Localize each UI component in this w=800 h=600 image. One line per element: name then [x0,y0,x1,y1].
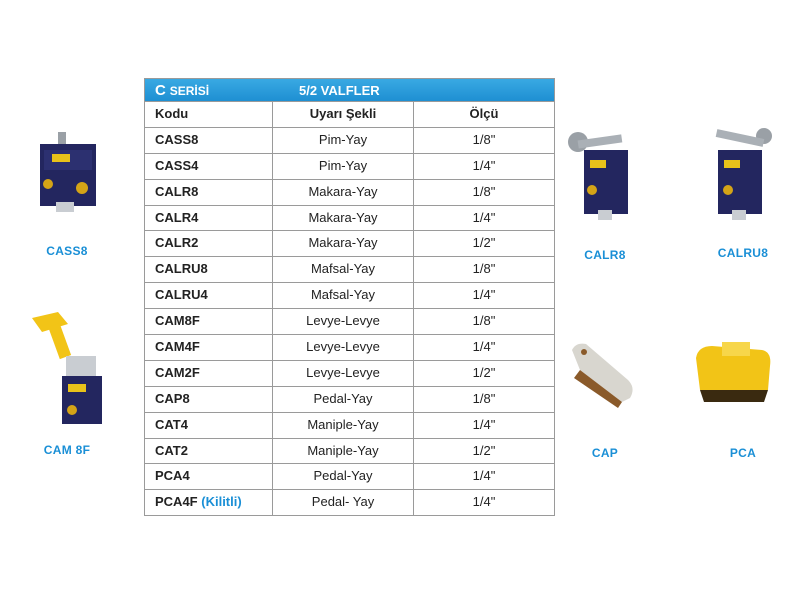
column-header-olcu: Ölçü [469,106,499,121]
cell-uyari: Makara-Yay [273,180,414,205]
table-title: 5/2 VALFLER [299,83,380,98]
cell-uyari: Pedal-Yay [273,464,414,489]
cell-uyari: Makara-Yay [273,206,414,231]
cell-olcu: 1/4" [472,157,496,173]
cell-uyari: Mafsal-Yay [273,257,414,282]
cell-uyari: Pedal-Yay [273,387,414,412]
cell-olcu: 1/8" [472,390,496,406]
cell-uyari: Levye-Levye [273,335,414,360]
cell-uyari: Pedal- Yay [273,490,414,515]
calru8-valve-image [706,126,782,224]
cell-olcu: 1/8" [472,183,496,199]
series-label: C SERİSİ [155,82,210,99]
table-row [145,205,554,231]
table-row [145,153,554,179]
table-row [145,438,554,464]
cell-kodu: CAM2F [145,361,273,386]
table-row [145,230,554,256]
cell-olcu: 1/8" [472,131,496,147]
cell-uyari: Pim-Yay [273,128,414,153]
table-row [145,127,554,153]
calru8-caption: CALRU8 [717,246,769,260]
cell-olcu: 1/8" [472,261,496,277]
cell-olcu: 1/2" [472,442,496,458]
cell-uyari: Makara-Yay [273,231,414,256]
cell-kodu: CALR8 [145,180,273,205]
cell-olcu: 1/4" [472,468,496,484]
cell-kodu: CALR4 [145,206,273,231]
cap-pedal-image [566,340,642,410]
pca-caption: PCA [729,446,757,460]
table-row [145,360,554,386]
calr8-caption: CALR8 [584,248,626,262]
table-title-bar [145,79,554,101]
cell-olcu: 1/4" [472,494,496,510]
column-header-uyari: Uyarı Şekli [273,102,414,127]
cell-kodu: CAM4F [145,335,273,360]
cass8-caption: CASS8 [46,244,88,258]
cell-kodu: CASS4 [145,154,273,179]
cam8f-caption: CAM 8F [43,443,91,457]
cell-uyari: Maniple-Yay [273,439,414,464]
cell-olcu: 1/4" [472,339,496,355]
cam8f-valve-image [28,312,114,430]
pca-pedal-image [692,338,776,410]
table-row [145,334,554,360]
table-row [145,179,554,205]
table-row [145,463,554,489]
table-row [145,308,554,334]
cap-caption: CAP [591,446,619,460]
table-row [145,386,554,412]
cell-uyari: Mafsal-Yay [273,283,414,308]
table-row [145,412,554,438]
valve-table [144,78,555,516]
cass8-valve-image [34,132,106,224]
column-header-kodu: Kodu [145,102,273,127]
cell-kodu: CALRU4 [145,283,273,308]
cell-kodu: CAT2 [145,439,273,464]
cell-kodu: CALR2 [145,231,273,256]
cell-kodu: CAP8 [145,387,273,412]
cell-olcu: 1/4" [472,416,496,432]
cell-kodu: PCA4F (Kilitli) [145,490,273,515]
cell-uyari: Levye-Levye [273,309,414,334]
cell-uyari: Levye-Levye [273,361,414,386]
cell-kodu: PCA4 [145,464,273,489]
cell-kodu: CALRU8 [145,257,273,282]
table-row [145,282,554,308]
table-row [145,256,554,282]
cell-olcu: 1/2" [472,364,496,380]
cell-kodu: CASS8 [145,128,273,153]
calr8-valve-image [566,126,642,224]
cell-olcu: 1/4" [472,287,496,303]
cell-uyari: Maniple-Yay [273,413,414,438]
cell-olcu: 1/8" [472,313,496,329]
cell-kodu: CAT4 [145,413,273,438]
kilitli-note: (Kilitli) [201,494,242,510]
table-header-row [145,101,554,127]
cell-olcu: 1/4" [472,209,496,225]
cell-olcu: 1/2" [472,235,496,251]
cell-uyari: Pim-Yay [273,154,414,179]
table-row [145,489,554,515]
cell-kodu: CAM8F [145,309,273,334]
